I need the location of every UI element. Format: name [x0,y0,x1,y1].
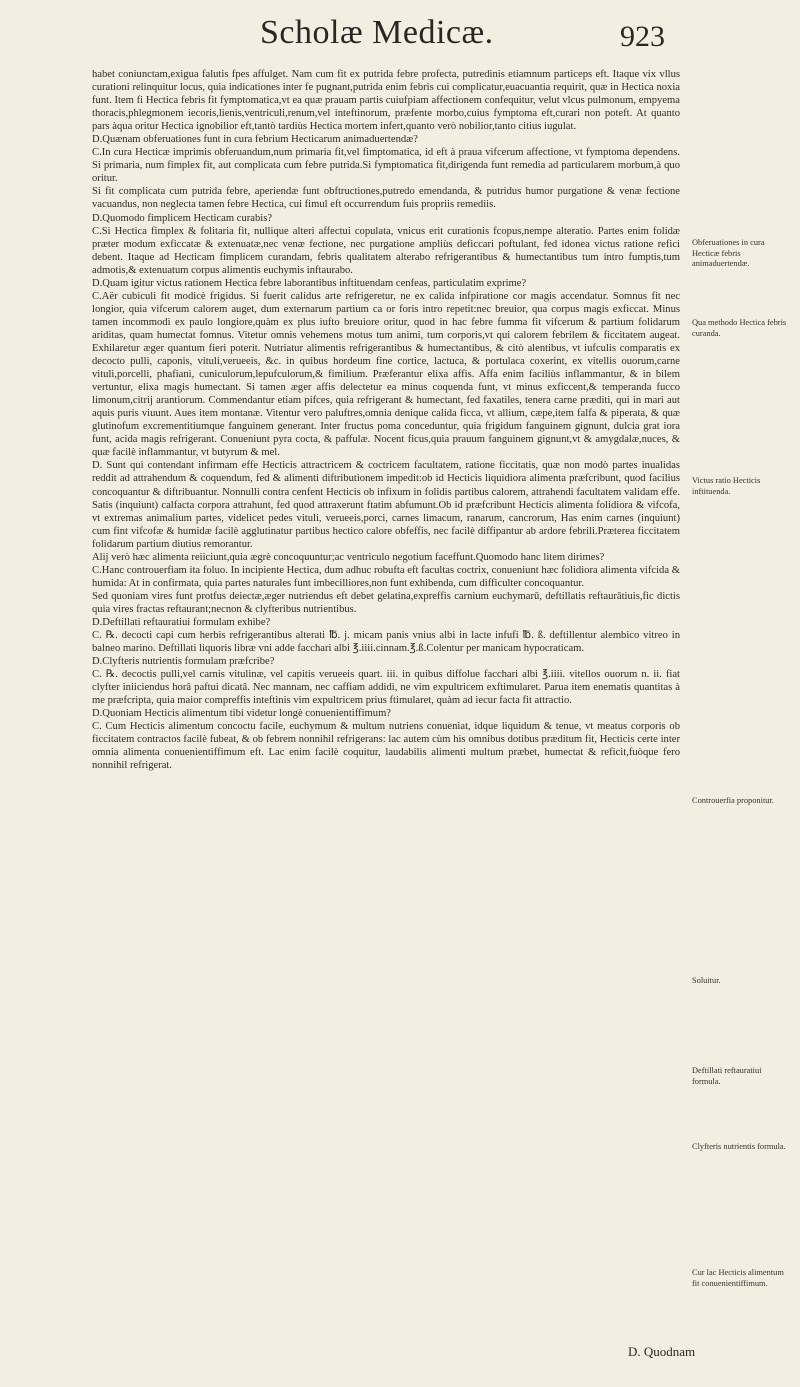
question: D.Deftillati reftauratiui formulam exhibe? [92,616,271,628]
paragraph: habet coniunctam,exigua falutis fpes affulget. Nam cum fit ex putrida febre profecta, putredinis etiamnum particeps eft. Itaque vix vllus curationi relinquitur locus, quia indicationes inter fe pugnant,putrida enim febris cui complicatur,euacuantia requirit, quæ in Hectica noxia funt. Item fi Hectica febris fit fymptomatica,vt ea quæ prauam partis cuiufpiam affectionem confequitur, velut vlcus pulmonum, empyema thoracis,phlegmonem iecoris,lienis,ventriculi,renum,vel inteftinorum, præfente morbo,cuius fymptoma eft,curari non poteft. At quanto pars àqua oritur Hectica ignobilior eft,tantò tardiùs Hectica mortem infert,quanto verò nobilior,tanto citius iugulat. [92,69,680,133]
margin-note-enema: Clyfteris nutrientis formula. [692,1142,786,1151]
margin-note-solution: Soluitur. [692,976,721,985]
main-text-column [92,68,680,773]
question: D.Quoniam Hecticis alimentum tibi videtur longè conuenientiffimum? [92,708,392,720]
recipe: C. ℞. decoctis pulli,vel carnis vitulinæ, vel capitis verueeis quart. iii. in quibus diffolue facchari albi ℥.iiii. vitellos ouorum n. ii. fiat clyfter iniiciendus horâ paftui dicatâ. Nec mannam, nec caffiam addidi, ne vim expultricem exftimularet. Parua item enematis quantitas à me præfcripta, quia maior compreffis inteftinis vim expultricem prius ftimularet, quàm ad iecur facta fit attractio. [92,669,680,707]
answer: C.Hanc controuerfiam ita foluo. In incipiente Hectica, dum adhuc robufta eft facultas coctrix, conueniunt hæc folidiora alimenta vifcida & humida: At in confirmata, quia partes naturales funt imbecilliores,non funt exhibenda, cum difficulter concoquantur. [92,564,680,589]
paragraph: Alij verò hæc alimenta reiiciunt,quia ægrè concoquuntur;ac ventriculo negotium faceffunt.Quomodo hanc litem dirimes? [92,551,605,563]
question: D.Quam igitur victus rationem Hectica febre laborantibus inftituendam cenfeas, particulatim exprime? [92,277,527,289]
catchword: D. Quodnam [628,1344,696,1359]
question: D.Quænam obferuationes funt in cura febrium Hecticarum animaduertendæ? [92,134,418,146]
paragraph: Si fit complicata cum putrida febre, aperiendæ funt obftructiones,putredo emendanda, & putridus humor purgatione & venæ fectione vacuandus, non neglecta tamen febre Hectica, cui fimul eft occurrendum fuis propriis remediis. [92,186,680,211]
margin-note-restorative: Deftillati reftauratiui formula. [692,1066,762,1086]
answer: C. Cum Hecticis alimentum concoctu facile, euchymum & multum nutriens conueniat, idque liquidum & tenue, vt meatus corporis ob ficcitatem contractos facilè fubeat, & ob febrem nonnihil refrigerans: lac autem cùm his omnibus dotibus præditum fit, Hecticis certe inter omnia alimenta conuenientiffimum eft. Lac enim facilè coquitur, laudabilis alimenti multum præbet, humectat & reficit,fuòque fero nonnihil refrigerat. [92,721,680,772]
margin-note-method: Qua methodo Hectica febris curanda. [692,318,787,338]
running-title: Scholæ Medicæ. [260,14,494,51]
page-header [260,12,680,68]
answer: C.Si Hectica fimplex & folitaria fit, nullique alteri affectui copulata, vnicus erit curationis fcopus,nempe alteratio. Partes enim folidæ præter modum exficcatæ & extenuatæ,nec venæ fectione, nec purgatione ampliùs deficcari poftulant, fed idonea victus ratione refici debent. Itaque ad Hecticam fimplicem curandam, febris qualitatem alterabo refrigerantibus & humectantibus tum intro fumptis,tum admotis,& extenuatum corpus alimentis euchymis inftaurabo. [92,225,680,276]
question: D.Clyfteris nutrientis formulam præfcribe? [92,656,275,668]
question: D. Sunt qui contendant infirmam effe Hecticis attractricem & coctricem facultatem, ratione ficcitatis, quæ non modò partes inualidas reddit ad attrahendum & coquendum, fed & alimenti diftributionem impedit:ob id Hecticis liquidiora alimenta præfcribunt, quod facilius concoquantur & diftribuantur. Nonnulli contra cenfent Hecticis ob infixum in folidis partibus calorem, attrahendi facultatem validam effe. Satis (inquiunt) calfacta corpora attrahunt, fed quod attraxerunt ftatim abfumunt.Ob id præfcribunt Hecticis alimenta folidiora & vifcofa, vt extremas animalium partes, videlicet pedes vituli, verueeis,porci, carnes limacum, ranarum, cancrorum, Has enim carnes (inquiunt) cum fint vifcofæ & humidæ facilè agglutinatur partibus hectico calore obfeffis, nec facilè diffipantur ab ardore febrili.Præterea ficcitatem folidarum partium diutius remorantur. [92,460,680,550]
margin-note-controversy: Controuerfia proponitur. [692,796,774,805]
page-number: 923 [620,20,665,53]
answer: C.Aër cubiculi fit modicè frigidus. Si fuerit calidus arte refrigeretur, ne ex calida infpiratione cor magis accendatur. Somnus fit nec longior, quia vifcerum calorem auget, dum externarum partium ca or foris intro repetit:nec breuior, qua corpus magis exficcat. Minus tamen incommodi ex paulo longiore,quàm ex plus iufto breuiore oritur, quod in hac febre fumma fit vifcerum & partium folidarum ariditas, quam humectat fomnus. Vitetur omnis vehemens motus tum animi, tum corporis,vt qui calorem febrilem & ficcitatem augeat. Exhilaretur æger quantum fieri poterit. Nutriatur alimentis refrigerantibus & humectantibus, & citò alentibus, vt iufculis comparatis ex decocto pulli, caponis, vituli,verueeis, &c. in quibus hordeum fine cortice, lactuca, & portulaca coxerint, ex vitellis ouorum,carne vituli,porcelli, phafiani, cuniculorum,lepufculorum,& fimilium. Præferantur elixa affis. Affa enim faciliùs inflammantur, & in bilem vertuntur, elixa magis humectant. Si tamen æger affis delectetur ea minus coquenda funt, vt minus exficcent,& temperanda fucco limonum,citrij arantiorum. Commendantur etiam pifces, quia refrigerant & humectant, fed faxatiles, tenera carne præditi, qui in mari aut aquis puris viuunt. Aues item montanæ. Vitentur vero paluftres,omnia denique calida ficca, vt allium, cæpe,item falfa & piperata, & quæ glutinofum excrementitiumque fanguinem generant. Inter fructus poma conceduntur, quia frigidum fanguinem gignunt, dulcia grat iora funt, acida magis refrigerant. Conueniunt pyra cocta, & paffulæ. Nocent ficus,quia prauum fanguinem gignunt,vt & amygdalæ,nuces, & quæ facilè inflammantur, vt butyrum & mel. [92,290,680,459]
margin-note-diet: Victus ratio Hecticis inftituenda. [692,476,761,496]
margin-note-milk: Cur lac Hecticis alimentum fit conuenientiffimum. [692,1268,784,1288]
recipe: C. ℞. decocti capi cum herbis refrigerantibus alterati ℔. j. micam panis vnius albi in lacte infufi ℔. ß. deftillentur alembico vitreo in balneo marino. Deftillati liquoris libræ vni adde facchari albi ℥.iiii.cinnam.℥.ß.Colentur per manicam hypocraticam. [92,630,680,655]
question: D.Quomodo fimplicem Hecticam curabis? [92,212,273,224]
answer: C.In cura Hecticæ imprimis obferuandum,num primaria fit,vel fimptomatica, id eft à praua vifcerum affectione, vt fymptoma dependens. Si primaria, num fimplex fit, aut complicata cum febre putrida.Si fymptomatica fit,dirigenda funt remedia ad particularem morbum,à quo oritur. [92,147,680,185]
paragraph: Sed quoniam vires funt protfus deiectæ,æger nutriendus eft debet gelatina,expreffis carnium euchymarū, deftillatis reftaurātiuis,fic dictis quia vires fractas reftaurant;necnon & clyfteribus nutrientibus. [92,590,680,615]
margin-note-observations: Obferuationes in cura Hecticæ febris animaduertendæ. [692,238,765,269]
